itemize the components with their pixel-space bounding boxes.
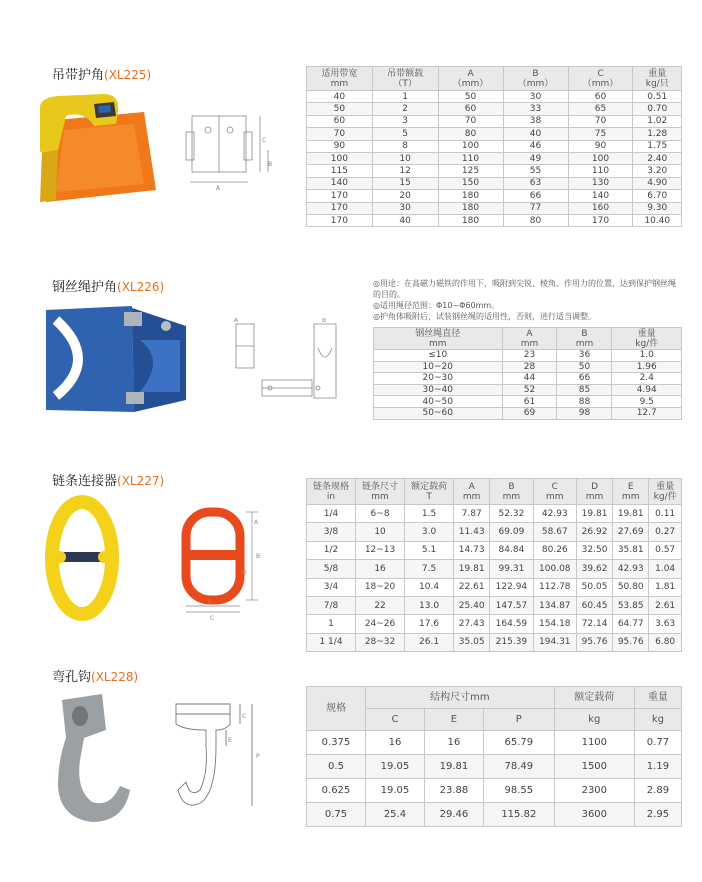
table-cell: 66	[557, 373, 612, 385]
table-cell: 6.70	[633, 190, 682, 202]
table-row	[307, 560, 682, 578]
table-cell: 1.28	[633, 128, 682, 140]
table-cell: 46	[503, 140, 568, 152]
xl226-label-b: B	[322, 318, 327, 324]
table-cell: 69.09	[490, 523, 533, 541]
product-code-xl225: (XL225)	[104, 68, 152, 82]
table-cell: 25.4	[365, 803, 424, 827]
table-cell: 4.94	[612, 384, 682, 396]
table-cell: 110	[568, 165, 633, 177]
col-header: D mm	[576, 479, 612, 505]
table-cell: 0.57	[649, 541, 682, 559]
table-cell: 12.7	[612, 407, 682, 419]
table-cell: 5.1	[405, 541, 454, 559]
table-cell: 16	[365, 731, 424, 755]
table-row	[307, 128, 682, 140]
table-cell: 3600	[554, 803, 634, 827]
col-header: 适用带宽 mm	[307, 67, 373, 91]
table-cell: 61	[502, 396, 557, 408]
table-cell: 3/4	[307, 578, 356, 596]
table-cell: 2.89	[634, 779, 681, 803]
table-cell: 53.85	[613, 596, 649, 614]
table-cell: 8	[372, 140, 438, 152]
table-cell: 147.57	[490, 596, 533, 614]
table-cell: 9.30	[633, 202, 682, 214]
table-cell: 10	[372, 152, 438, 164]
table-cell: 0.27	[649, 523, 682, 541]
table-cell: 1.75	[633, 140, 682, 152]
table-cell: 19.05	[365, 755, 424, 779]
table-cell: 58.67	[533, 523, 576, 541]
table-cell: 65.79	[483, 731, 554, 755]
col-header-weight: 重量	[634, 687, 681, 709]
table-cell: 64.77	[613, 615, 649, 633]
table-cell: 22	[356, 596, 405, 614]
table-cell: 30	[372, 202, 438, 214]
table-cell: 80.26	[533, 541, 576, 559]
table-cell: 60	[307, 115, 373, 127]
table-row	[307, 165, 682, 177]
table-cell: 7.5	[405, 560, 454, 578]
table-cell: 27.69	[613, 523, 649, 541]
table-cell: 6~8	[356, 505, 405, 523]
col-header: 额定载荷 T	[405, 479, 454, 505]
col-header: 链条规格 in	[307, 479, 356, 505]
table-cell: 50	[438, 91, 503, 103]
table-cell: 170	[307, 202, 373, 214]
table-cell: 1.81	[649, 578, 682, 596]
table-cell: 1.02	[633, 115, 682, 127]
table-cell: 90	[307, 140, 373, 152]
table-cell: 122.94	[490, 578, 533, 596]
table-cell: 0.625	[307, 779, 366, 803]
table-row	[307, 803, 682, 827]
table-cell: 2.40	[633, 152, 682, 164]
table-cell: 115.82	[483, 803, 554, 827]
table-cell: 19.81	[576, 505, 612, 523]
table-cell: 25.40	[454, 596, 490, 614]
table-cell: 88	[557, 396, 612, 408]
table-cell: 1.19	[634, 755, 681, 779]
table-cell: 30~40	[374, 384, 503, 396]
table-cell: 1.04	[649, 560, 682, 578]
col-subheader: E	[424, 709, 483, 731]
table-cell: 63	[503, 177, 568, 189]
table-cell: 35.05	[454, 633, 490, 651]
table-cell: 40~50	[374, 396, 503, 408]
table-cell: 1.0	[612, 350, 682, 362]
table-cell: 2.4	[612, 373, 682, 385]
table-cell: 27.43	[454, 615, 490, 633]
table-cell: 50	[307, 103, 373, 115]
table-cell: 170	[568, 214, 633, 226]
table-header-row	[374, 328, 682, 350]
table-cell: 194.31	[533, 633, 576, 651]
table-cell: 100	[438, 140, 503, 152]
col-header: B （mm）	[503, 67, 568, 91]
table-cell: 95.76	[613, 633, 649, 651]
table-cell: 16	[424, 731, 483, 755]
table-cell: 3.0	[405, 523, 454, 541]
table-cell: 6.80	[649, 633, 682, 651]
table-row	[374, 407, 682, 419]
table-cell: 52.32	[490, 505, 533, 523]
table-cell: 140	[568, 190, 633, 202]
col-subheader: kg	[554, 709, 634, 731]
table-cell: 215.39	[490, 633, 533, 651]
table-row	[374, 373, 682, 385]
table-cell: 1	[307, 615, 356, 633]
table-row	[307, 202, 682, 214]
table-cell: 1500	[554, 755, 634, 779]
xl225-spec-table	[306, 66, 682, 227]
table-cell: 12	[372, 165, 438, 177]
table-cell: 12~13	[356, 541, 405, 559]
col-header: 重量 kg/件	[612, 328, 682, 350]
table-cell: 60.45	[576, 596, 612, 614]
table-cell: 2	[372, 103, 438, 115]
table-cell: 180	[438, 214, 503, 226]
table-cell: 3/8	[307, 523, 356, 541]
table-cell: 77	[503, 202, 568, 214]
table-cell: 9.5	[612, 396, 682, 408]
table-cell: 39.62	[576, 560, 612, 578]
section-title-xl227: 链条连接器(XL227)	[52, 474, 165, 489]
xl226-dimension-drawing	[228, 318, 346, 406]
table-row	[307, 596, 682, 614]
table-cell: 5/8	[307, 560, 356, 578]
col-header-load: 额定载荷	[554, 687, 634, 709]
table-cell: 170	[307, 214, 373, 226]
table-cell: 5	[372, 128, 438, 140]
col-header: 钢丝绳直径 mm	[374, 328, 503, 350]
table-cell: 112.78	[533, 578, 576, 596]
table-cell: 100.08	[533, 560, 576, 578]
table-cell: 33	[503, 103, 568, 115]
table-cell: 3	[372, 115, 438, 127]
table-cell: 11.43	[454, 523, 490, 541]
table-cell: 100	[568, 152, 633, 164]
col-header-spec: 规格	[307, 687, 366, 731]
table-cell: 70	[438, 115, 503, 127]
table-cell: 38	[503, 115, 568, 127]
table-cell: 110	[438, 152, 503, 164]
xl227-label-d: D	[242, 569, 247, 576]
bent-eye-hook-photo	[40, 690, 140, 830]
table-cell: 55	[503, 165, 568, 177]
table-cell: 0.77	[634, 731, 681, 755]
col-header: A mm	[454, 479, 490, 505]
table-cell: 40	[307, 91, 373, 103]
table-cell: 16	[356, 560, 405, 578]
table-cell: 0.51	[633, 91, 682, 103]
col-header: 重量 kg/件	[649, 479, 682, 505]
table-cell: 170	[307, 190, 373, 202]
table-cell: 26.92	[576, 523, 612, 541]
table-cell: 1.96	[612, 361, 682, 373]
table-cell: 164.59	[490, 615, 533, 633]
table-cell: 0.375	[307, 731, 366, 755]
xl228-spec-table	[306, 686, 682, 827]
col-header: A （mm）	[438, 67, 503, 91]
table-cell: 1/2	[307, 541, 356, 559]
xl225-label-c: C	[262, 137, 267, 144]
col-header: B mm	[557, 328, 612, 350]
table-cell: 18~20	[356, 578, 405, 596]
table-cell: 2300	[554, 779, 634, 803]
table-row	[307, 140, 682, 152]
table-cell: 0.5	[307, 755, 366, 779]
product-code-xl227: (XL227)	[117, 474, 165, 488]
table-cell: 19.81	[454, 560, 490, 578]
table-row	[307, 505, 682, 523]
table-cell: 13.0	[405, 596, 454, 614]
table-cell: 154.18	[533, 615, 576, 633]
col-header-dims: 结构尺寸mm	[365, 687, 554, 709]
table-cell: 65	[568, 103, 633, 115]
table-cell: 14.73	[454, 541, 490, 559]
table-cell: 50~60	[374, 407, 503, 419]
xl227-label-e: E	[208, 599, 212, 606]
table-row	[307, 523, 682, 541]
table-cell: 125	[438, 165, 503, 177]
table-cell: 160	[568, 202, 633, 214]
table-row	[307, 578, 682, 596]
table-cell: 10.40	[633, 214, 682, 226]
table-cell: 3.20	[633, 165, 682, 177]
table-cell: 42.93	[533, 505, 576, 523]
table-cell: 180	[438, 202, 503, 214]
table-cell: 134.87	[533, 596, 576, 614]
table-cell: 10.4	[405, 578, 454, 596]
col-subheader: P	[483, 709, 554, 731]
xl227-spec-table	[306, 478, 682, 652]
table-row	[307, 615, 682, 633]
table-row	[307, 91, 682, 103]
table-cell: 49	[503, 152, 568, 164]
xl227-label-a: A	[254, 519, 259, 526]
usage-note: ◎适用绳径范围：Φ10~Φ60mm。	[373, 301, 500, 310]
col-header: C mm	[533, 479, 576, 505]
table-cell: 19.81	[613, 505, 649, 523]
chain-connector-photo	[40, 494, 124, 622]
table-cell: 10~20	[374, 361, 503, 373]
table-cell: 140	[307, 177, 373, 189]
wire-rope-corner-protector-photo	[40, 300, 192, 418]
table-row	[307, 214, 682, 226]
table-cell: 60	[438, 103, 503, 115]
xl228-dimension-drawing	[166, 694, 276, 822]
table-cell: 130	[568, 177, 633, 189]
usage-note: ◎用途：在高磁力磁铁的作用下，吸附到尖锐、棱角、作用力的位置，达到保护钢丝绳的目的。	[373, 279, 676, 299]
table-row	[307, 755, 682, 779]
table-cell: 2.61	[649, 596, 682, 614]
table-row	[307, 731, 682, 755]
table-cell: 24~26	[356, 615, 405, 633]
xl226-spec-table	[373, 327, 682, 420]
table-cell: 17.6	[405, 615, 454, 633]
table-row	[307, 633, 682, 651]
table-cell: 20~30	[374, 373, 503, 385]
table-header-row	[307, 479, 682, 505]
table-cell: 84.84	[490, 541, 533, 559]
xl228-label-e: E	[228, 737, 232, 744]
table-row	[307, 115, 682, 127]
table-cell: 32.50	[576, 541, 612, 559]
section-title-xl226: 钢丝绳护角(XL226)	[52, 280, 165, 295]
xl228-label-c: C	[242, 713, 247, 720]
section-title-xl228: 弯孔钩(XL228)	[52, 670, 139, 685]
table-cell: 98	[557, 407, 612, 419]
col-header: B mm	[490, 479, 533, 505]
table-cell: 4.90	[633, 177, 682, 189]
table-cell: 29.46	[424, 803, 483, 827]
table-cell: 0.11	[649, 505, 682, 523]
xl228-label-p: P	[256, 753, 260, 760]
table-cell: 0.75	[307, 803, 366, 827]
table-row	[307, 177, 682, 189]
table-cell: 26.1	[405, 633, 454, 651]
table-cell: 19.81	[424, 755, 483, 779]
table-cell: 3.63	[649, 615, 682, 633]
table-cell: 66	[503, 190, 568, 202]
table-row	[307, 779, 682, 803]
table-cell: 40	[372, 214, 438, 226]
xl225-label-b: B	[268, 161, 273, 168]
table-cell: 23	[502, 350, 557, 362]
table-cell: 115	[307, 165, 373, 177]
table-cell: 28~32	[356, 633, 405, 651]
table-cell: 72.14	[576, 615, 612, 633]
table-row	[307, 190, 682, 202]
usage-note: ◎护角体吸附后，试装钢丝绳的适用性，否则，进行适当调整。	[373, 312, 596, 321]
webbing-corner-protector-photo	[34, 90, 164, 210]
table-cell: 180	[438, 190, 503, 202]
table-cell: 80	[503, 214, 568, 226]
table-cell: 44	[502, 373, 557, 385]
xl227-label-c: C	[210, 615, 215, 622]
table-cell: 52	[502, 384, 557, 396]
table-header-row	[307, 687, 682, 709]
table-cell: 1/4	[307, 505, 356, 523]
table-cell: 75	[568, 128, 633, 140]
xl227-dimension-drawing	[172, 504, 276, 622]
col-header: A mm	[502, 328, 557, 350]
table-cell: 22.61	[454, 578, 490, 596]
table-cell: ≤10	[374, 350, 503, 362]
table-cell: 70	[307, 128, 373, 140]
col-subheader: kg	[634, 709, 681, 731]
table-cell: 40	[503, 128, 568, 140]
table-cell: 1100	[554, 731, 634, 755]
xl227-label-b: B	[256, 553, 261, 560]
table-cell: 100	[307, 152, 373, 164]
table-cell: 30	[503, 91, 568, 103]
table-cell: 90	[568, 140, 633, 152]
table-row	[307, 541, 682, 559]
table-cell: 42.93	[613, 560, 649, 578]
table-cell: 50.05	[576, 578, 612, 596]
table-cell: 60	[568, 91, 633, 103]
table-cell: 78.49	[483, 755, 554, 779]
xl225-dimension-drawing	[182, 110, 274, 196]
table-cell: 1.5	[405, 505, 454, 523]
table-cell: 35.81	[613, 541, 649, 559]
table-row	[374, 396, 682, 408]
table-cell: 7/8	[307, 596, 356, 614]
table-cell: 95.76	[576, 633, 612, 651]
table-row	[374, 350, 682, 362]
xl225-label-a: A	[216, 185, 221, 192]
table-cell: 99.31	[490, 560, 533, 578]
table-cell: 50.80	[613, 578, 649, 596]
xl226-label-a: A	[234, 318, 239, 324]
section-title-xl225: 吊带护角(XL225)	[52, 68, 152, 83]
xl226-usage-notes	[373, 278, 683, 322]
table-cell: 36	[557, 350, 612, 362]
col-header: 吊带额载 （T）	[372, 67, 438, 91]
col-header: C （mm）	[568, 67, 633, 91]
product-code-xl228: (XL228)	[91, 670, 139, 684]
col-header: 重量 kg/只	[633, 67, 682, 91]
col-header: 链条尺寸 mm	[356, 479, 405, 505]
table-cell: 19.05	[365, 779, 424, 803]
table-cell: 15	[372, 177, 438, 189]
table-cell: 98.55	[483, 779, 554, 803]
table-cell: 80	[438, 128, 503, 140]
table-cell: 1 1/4	[307, 633, 356, 651]
product-code-xl226: (XL226)	[117, 280, 165, 294]
table-cell: 23.88	[424, 779, 483, 803]
table-cell: 70	[568, 115, 633, 127]
col-header: E mm	[613, 479, 649, 505]
table-header-row	[307, 67, 682, 91]
table-cell: 0.70	[633, 103, 682, 115]
table-cell: 10	[356, 523, 405, 541]
table-cell: 28	[502, 361, 557, 373]
table-row	[307, 152, 682, 164]
table-row	[374, 361, 682, 373]
table-cell: 85	[557, 384, 612, 396]
table-cell: 50	[557, 361, 612, 373]
table-cell: 1	[372, 91, 438, 103]
col-subheader: C	[365, 709, 424, 731]
table-row	[374, 384, 682, 396]
table-cell: 20	[372, 190, 438, 202]
table-row	[307, 103, 682, 115]
table-cell: 7.87	[454, 505, 490, 523]
table-cell: 69	[502, 407, 557, 419]
table-cell: 150	[438, 177, 503, 189]
table-cell: 2.95	[634, 803, 681, 827]
